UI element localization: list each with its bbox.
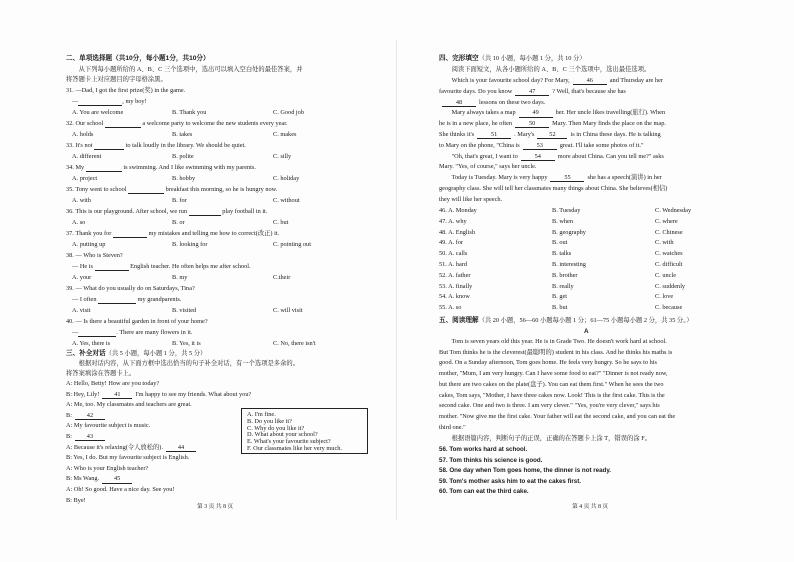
dialog-continuation: I'm happy to see my friends. What about you? bbox=[135, 390, 252, 398]
option-c: C. silly bbox=[273, 153, 292, 160]
passage-text: and Thursday are her bbox=[609, 77, 663, 84]
option-item: B. Do you like it? bbox=[247, 417, 292, 425]
dialog-line bbox=[66, 381, 159, 387]
passage-text: great. I'll take some photos of it." bbox=[559, 141, 644, 149]
choice-option: C. Wednesday bbox=[655, 207, 692, 214]
section-2-instructions: 从下列每小题所给的 A、B、C 三个选项中，选出可以填入空白处的最佳答案，并 bbox=[66, 66, 303, 73]
option-c: C. No, there isn't bbox=[273, 340, 316, 347]
statement-item: 60. Tom can eat the third cake. bbox=[439, 488, 529, 496]
question-31: 31. —Dad, I got the first prize(奖) in the game. bbox=[66, 87, 186, 94]
passage-text: Mary. "Yes, of course," says her uncle. bbox=[439, 163, 537, 171]
option-a: A. You are welcome bbox=[72, 109, 124, 116]
section-3-instructions-2: 将答案填涂在答题卡上。 bbox=[66, 370, 136, 377]
passage-line bbox=[439, 175, 662, 182]
question-40: 40. — Is there a beautiful garden in front of your home? bbox=[66, 318, 208, 325]
dialog-speaker-text: B: Hey, Lily! bbox=[66, 390, 100, 398]
option-a: A. holds bbox=[72, 131, 94, 138]
dialog-line bbox=[66, 402, 192, 408]
choice-option: B. Tuesday bbox=[552, 207, 581, 214]
dialog-line bbox=[66, 434, 108, 441]
option-a: A. visit bbox=[72, 307, 91, 314]
answer-blank-45[interactable]: 45 bbox=[102, 476, 132, 483]
dialog-speaker-text: A: Me, too. My classmates and teachers are great. bbox=[66, 401, 192, 409]
dialog-speaker-text: A: Hello, Betty! How are you today? bbox=[66, 380, 160, 387]
question-35: 35. Tony went to school breakfast this morning, so he is hungry now. bbox=[66, 186, 278, 193]
cloze-blank-49[interactable]: 49 bbox=[519, 110, 553, 117]
option-b: B. my bbox=[172, 274, 188, 281]
passage-line bbox=[439, 186, 667, 192]
option-a: A. Yes, there is bbox=[72, 340, 111, 347]
choice-option: C. uncle bbox=[655, 271, 676, 279]
option-item: F. Our classmates like her very much. bbox=[247, 445, 342, 452]
option-item: C. Why do you like it? bbox=[247, 424, 305, 432]
reading-line: second cake. One and two is three. I am very clever." "Yes, you're very clever," says his bbox=[439, 402, 660, 410]
question-38-line2: — He is English teacher. He often helps me after school. bbox=[72, 263, 251, 270]
passage-line bbox=[439, 197, 502, 203]
passage-line bbox=[439, 132, 661, 139]
page-footer-4: 第 4 页 共 8 页 bbox=[572, 504, 609, 510]
choice-option: C. difficult bbox=[655, 261, 683, 268]
option-a: A. project bbox=[72, 175, 98, 182]
option-c: C. without bbox=[273, 197, 300, 204]
passage-line bbox=[439, 89, 626, 96]
option-b: B. takes bbox=[172, 131, 193, 138]
answer-blank[interactable] bbox=[113, 231, 147, 238]
section-4-title: 四、完形填空（共 10 小题，每小题 1 分，共 10 分） bbox=[439, 55, 586, 62]
choice-option: 51. A. hard bbox=[439, 261, 467, 268]
choice-option: C. Chinese bbox=[655, 228, 683, 236]
answer-blank[interactable] bbox=[94, 143, 124, 150]
dialog-speaker-text: B: bbox=[66, 411, 72, 419]
cloze-blank-51[interactable]: 51 bbox=[477, 132, 511, 139]
choice-option: 53. A. finally bbox=[439, 282, 473, 290]
dialog-line bbox=[66, 445, 199, 452]
dialog-line bbox=[66, 487, 175, 493]
statement-item: 58. One day when Tom goes home, the dinner is not ready. bbox=[439, 467, 612, 475]
option-b: B. for bbox=[172, 197, 187, 204]
choice-option: C. where bbox=[655, 217, 678, 225]
passage-text: "Oh, that's great, I want to bbox=[439, 152, 518, 160]
option-item: E. What's your favourite subject? bbox=[247, 438, 331, 446]
question-32: 32. Our school a welcome party to welcome the new students every year. bbox=[66, 120, 288, 127]
choice-option: B. interesting bbox=[552, 261, 586, 268]
passage-text: Which is your favourite school day? For Mary, bbox=[439, 77, 570, 84]
cloze-blank-53[interactable]: 53 bbox=[523, 143, 557, 150]
option-c: C. pointing out bbox=[273, 241, 311, 248]
dialog-line bbox=[66, 476, 135, 483]
cloze-blank-47[interactable]: 47 bbox=[515, 89, 549, 96]
reading-line: cakes, Tom says, "Mother, I have three cakes now. Look! This is the first cake. This is the bbox=[439, 391, 665, 399]
question-37: 37. Thank you for my mistakes and telling me how to correct(改正) it. bbox=[66, 230, 280, 237]
dialog-line bbox=[66, 498, 86, 504]
passage-line bbox=[439, 121, 666, 128]
answer-blank-42[interactable]: 42 bbox=[75, 413, 105, 420]
choice-option: 47. A. why bbox=[439, 217, 467, 225]
dialog-line bbox=[66, 466, 148, 472]
passage-line bbox=[439, 154, 664, 161]
passage-text: to Mary on the phone, "China is bbox=[439, 141, 520, 149]
reading-line: mother, "Mum, I am very hungry. Can I have some food to eat?" "Dinner is not ready now, bbox=[439, 370, 668, 378]
choice-option: 49. A. for bbox=[439, 239, 464, 247]
passage-line bbox=[439, 110, 665, 117]
choice-option: B. get bbox=[552, 293, 568, 301]
question-34: 34. My is swimming. And I like swimming with my parents. bbox=[66, 164, 256, 171]
option-a: A. so bbox=[72, 219, 86, 226]
page-footer-3: 第 3 页 共 8 页 bbox=[197, 504, 234, 510]
option-a: A. your bbox=[72, 274, 92, 281]
answer-blank[interactable] bbox=[98, 297, 136, 304]
cloze-blank-55[interactable]: 55 bbox=[550, 175, 584, 182]
passage-text: Mary always takes a map bbox=[439, 109, 516, 117]
option-a: A. different bbox=[72, 153, 102, 160]
choice-option: 50. A. calls bbox=[439, 250, 468, 258]
option-b: B. polite bbox=[172, 153, 194, 160]
answer-blank[interactable] bbox=[78, 330, 116, 337]
passage-line bbox=[439, 100, 545, 107]
dialog-speaker-text: A: My favourite subject is music. bbox=[66, 422, 151, 430]
dialog-speaker-text: A: Oh! So good. Have a nice day. See you! bbox=[66, 486, 175, 493]
passage-text: she has a speech(演讲) in her bbox=[587, 174, 662, 182]
choice-option: C. with bbox=[655, 239, 674, 247]
choice-option: C. watches bbox=[655, 250, 683, 258]
choice-option: 54. A. know bbox=[439, 293, 470, 301]
answer-blank-44[interactable]: 44 bbox=[166, 445, 196, 452]
option-c: C. will visit bbox=[273, 307, 303, 314]
choice-option: 55. A. so bbox=[439, 304, 462, 312]
option-item: A. I'm fine. bbox=[247, 411, 276, 418]
passage-text: geography class. She will tell her classmates many things about China. She believes(相信) bbox=[439, 185, 668, 192]
option-c: C. holiday bbox=[273, 175, 300, 182]
question-31-line2: — , my boy! bbox=[72, 98, 147, 105]
question-40-line2: — . There are many flowers in it. bbox=[72, 329, 193, 336]
section-5-title: 五、阅读理解（共 20 小题，56—60 小题每小题 1 分；61—75 小题每小题 2 分，共 35 分。） bbox=[439, 317, 693, 324]
option-b: B. looking for bbox=[172, 241, 208, 248]
answer-blank[interactable] bbox=[86, 165, 122, 172]
choice-option: B. when bbox=[552, 217, 573, 225]
choice-option: B. but bbox=[552, 304, 568, 312]
section-2-instructions-2: 将答题卡上对应题目的字母格涂黑。 bbox=[66, 76, 167, 83]
passage-text: is in China these days. He is talking bbox=[570, 131, 661, 138]
cloze-blank-54[interactable]: 54 bbox=[521, 154, 555, 161]
choice-option: B. geography bbox=[552, 228, 586, 236]
answer-blank[interactable] bbox=[78, 99, 122, 106]
choice-option: B. talks bbox=[552, 250, 572, 258]
question-39: 39. — What do you usually do on Saturdays, Tina? bbox=[66, 285, 195, 292]
passage-text: he is in a new place, he often bbox=[439, 120, 513, 128]
section-4-instructions: 阅读下面短文，从各小题所给的 A、B、C 三个选项中，选出最佳选项。 bbox=[439, 66, 651, 73]
passage-line bbox=[439, 143, 644, 150]
dialog-line bbox=[66, 423, 150, 429]
choice-option: C. love bbox=[655, 293, 674, 301]
passage-text: her. Her uncle likes travelling(旅行). When bbox=[555, 109, 666, 117]
cloze-blank-46[interactable]: 46 bbox=[573, 78, 607, 85]
judge-instructions: 根据语篇内容，判断句子的正误，正确的在答题卡上涂 T，错误的涂 F。 bbox=[439, 435, 651, 442]
dialog-speaker-text: B: bbox=[66, 433, 72, 440]
section-2-title: 二、单项选择题（共10分，每小题1分，共10分） bbox=[66, 55, 210, 62]
dialog-line bbox=[66, 392, 251, 399]
option-c: C.their bbox=[273, 274, 291, 281]
cloze-blank-50[interactable]: 50 bbox=[515, 121, 549, 128]
dialog-speaker-text: B: Ms Wang. bbox=[66, 475, 100, 483]
dialog-line bbox=[66, 455, 189, 461]
cloze-blank-52[interactable]: 52 bbox=[537, 132, 567, 139]
choice-option: 52. A. father bbox=[439, 271, 471, 279]
passage-text: favourite days. Do you know bbox=[439, 87, 513, 95]
option-a: A. putting up bbox=[72, 241, 106, 248]
option-b: B. Yes, it is bbox=[172, 340, 201, 347]
question-33: 33. It's not to talk loudly in the library. We should be quiet. bbox=[66, 142, 246, 149]
cloze-blank-48[interactable]: 48 bbox=[442, 100, 476, 107]
statement-item: 57. Tom thinks his science is good. bbox=[439, 456, 543, 464]
option-b: B. Thank you bbox=[172, 109, 207, 116]
option-c: C. makes bbox=[273, 131, 297, 138]
answer-blank-41[interactable]: 41 bbox=[102, 392, 132, 399]
dialog-speaker-text: B: Bye! bbox=[66, 496, 86, 504]
reading-line: But Tom thinks he is the cleverest(最聪明的) student in his class. And he thinks his maths is bbox=[439, 348, 673, 356]
dialog-speaker-text: B: Yes, I do. But my favourite subject is English. bbox=[66, 454, 190, 462]
passage-text: more about China. Can you tell me?" asks bbox=[557, 152, 664, 160]
answer-blank[interactable] bbox=[105, 121, 141, 128]
passage-text: Mary. Then Mary finds the place on the map. bbox=[552, 120, 666, 128]
section-3-instructions: 根据对话内容，从下面方框中选出恰当的句子补全对话，有一个选项是多余的。 bbox=[66, 360, 299, 367]
option-item: D. What about your school? bbox=[247, 431, 318, 439]
options-box bbox=[241, 408, 368, 454]
answer-blank-43[interactable]: 43 bbox=[75, 434, 105, 441]
passage-line bbox=[439, 164, 536, 170]
choice-option: C. suddenly bbox=[655, 282, 686, 290]
choice-option: 48. A. English bbox=[439, 228, 476, 236]
passage-text: they will like her speech. bbox=[439, 195, 503, 203]
answer-blank[interactable] bbox=[189, 209, 221, 216]
statement-item: 59. Tom's mother asks him to eat the cakes first. bbox=[439, 477, 582, 485]
option-b: B. hobby bbox=[172, 175, 196, 182]
passage-text: Today is Tuesday. Mary is very happy bbox=[439, 174, 548, 182]
dialog-line bbox=[66, 413, 108, 420]
right-page bbox=[397, 0, 794, 562]
passage-text: ? Well, that's because she has bbox=[552, 87, 626, 95]
option-b: B. or bbox=[172, 219, 185, 226]
passage-text: lessons on these two days. bbox=[479, 98, 546, 106]
choice-option: B. brother bbox=[552, 271, 578, 279]
statement-item: 56. Tom works hard at school. bbox=[439, 446, 528, 453]
reading-line: mother. "Now give me the first cake. Your father will eat the second cake, and you can eat the bbox=[439, 412, 676, 420]
reading-line: third one." bbox=[439, 423, 466, 431]
passage-label-a: A bbox=[584, 328, 589, 335]
choice-option: B. out bbox=[552, 239, 568, 247]
choice-option: B. really bbox=[552, 282, 574, 290]
dialog-speaker-text: A: Because it's relaxing(令人放松的). bbox=[66, 443, 163, 451]
question-36: 36. This is our playground. After school, we run play football in it. bbox=[66, 208, 268, 215]
option-c: C. but bbox=[273, 219, 289, 226]
option-b: B. visited bbox=[172, 307, 197, 314]
passage-text: She thinks it's bbox=[439, 131, 475, 138]
dialog-speaker-text: A: Who is your English teacher? bbox=[66, 464, 149, 472]
section-3-title: 三、补全对话（共 5 小题，每小题 1 分，共 5 分） bbox=[66, 350, 207, 357]
reading-line: but there are two cakes on the plate(盘子). You can eat them first." When he sees the two bbox=[439, 380, 664, 388]
option-a: A. with bbox=[72, 197, 91, 204]
reading-line: good. On a Sunday afternoon, Tom goes home. He feels very hungry. So he says to his bbox=[439, 359, 657, 367]
question-38: 38. — Who is Steven? bbox=[66, 252, 123, 259]
choice-option: 46. A. Monday bbox=[439, 207, 477, 214]
option-c: C. Good job bbox=[273, 109, 304, 116]
answer-blank[interactable] bbox=[95, 264, 129, 271]
question-39-line2: — I often my grandparents. bbox=[72, 296, 182, 303]
passage-text: . Mary's bbox=[514, 131, 535, 138]
choice-option: C. because bbox=[655, 304, 683, 312]
passage-line bbox=[439, 78, 663, 85]
reading-line: Tom is seven years old this year. He is in Grade Two. He doesn't work hard at school. bbox=[439, 338, 667, 345]
answer-blank[interactable] bbox=[128, 187, 164, 194]
